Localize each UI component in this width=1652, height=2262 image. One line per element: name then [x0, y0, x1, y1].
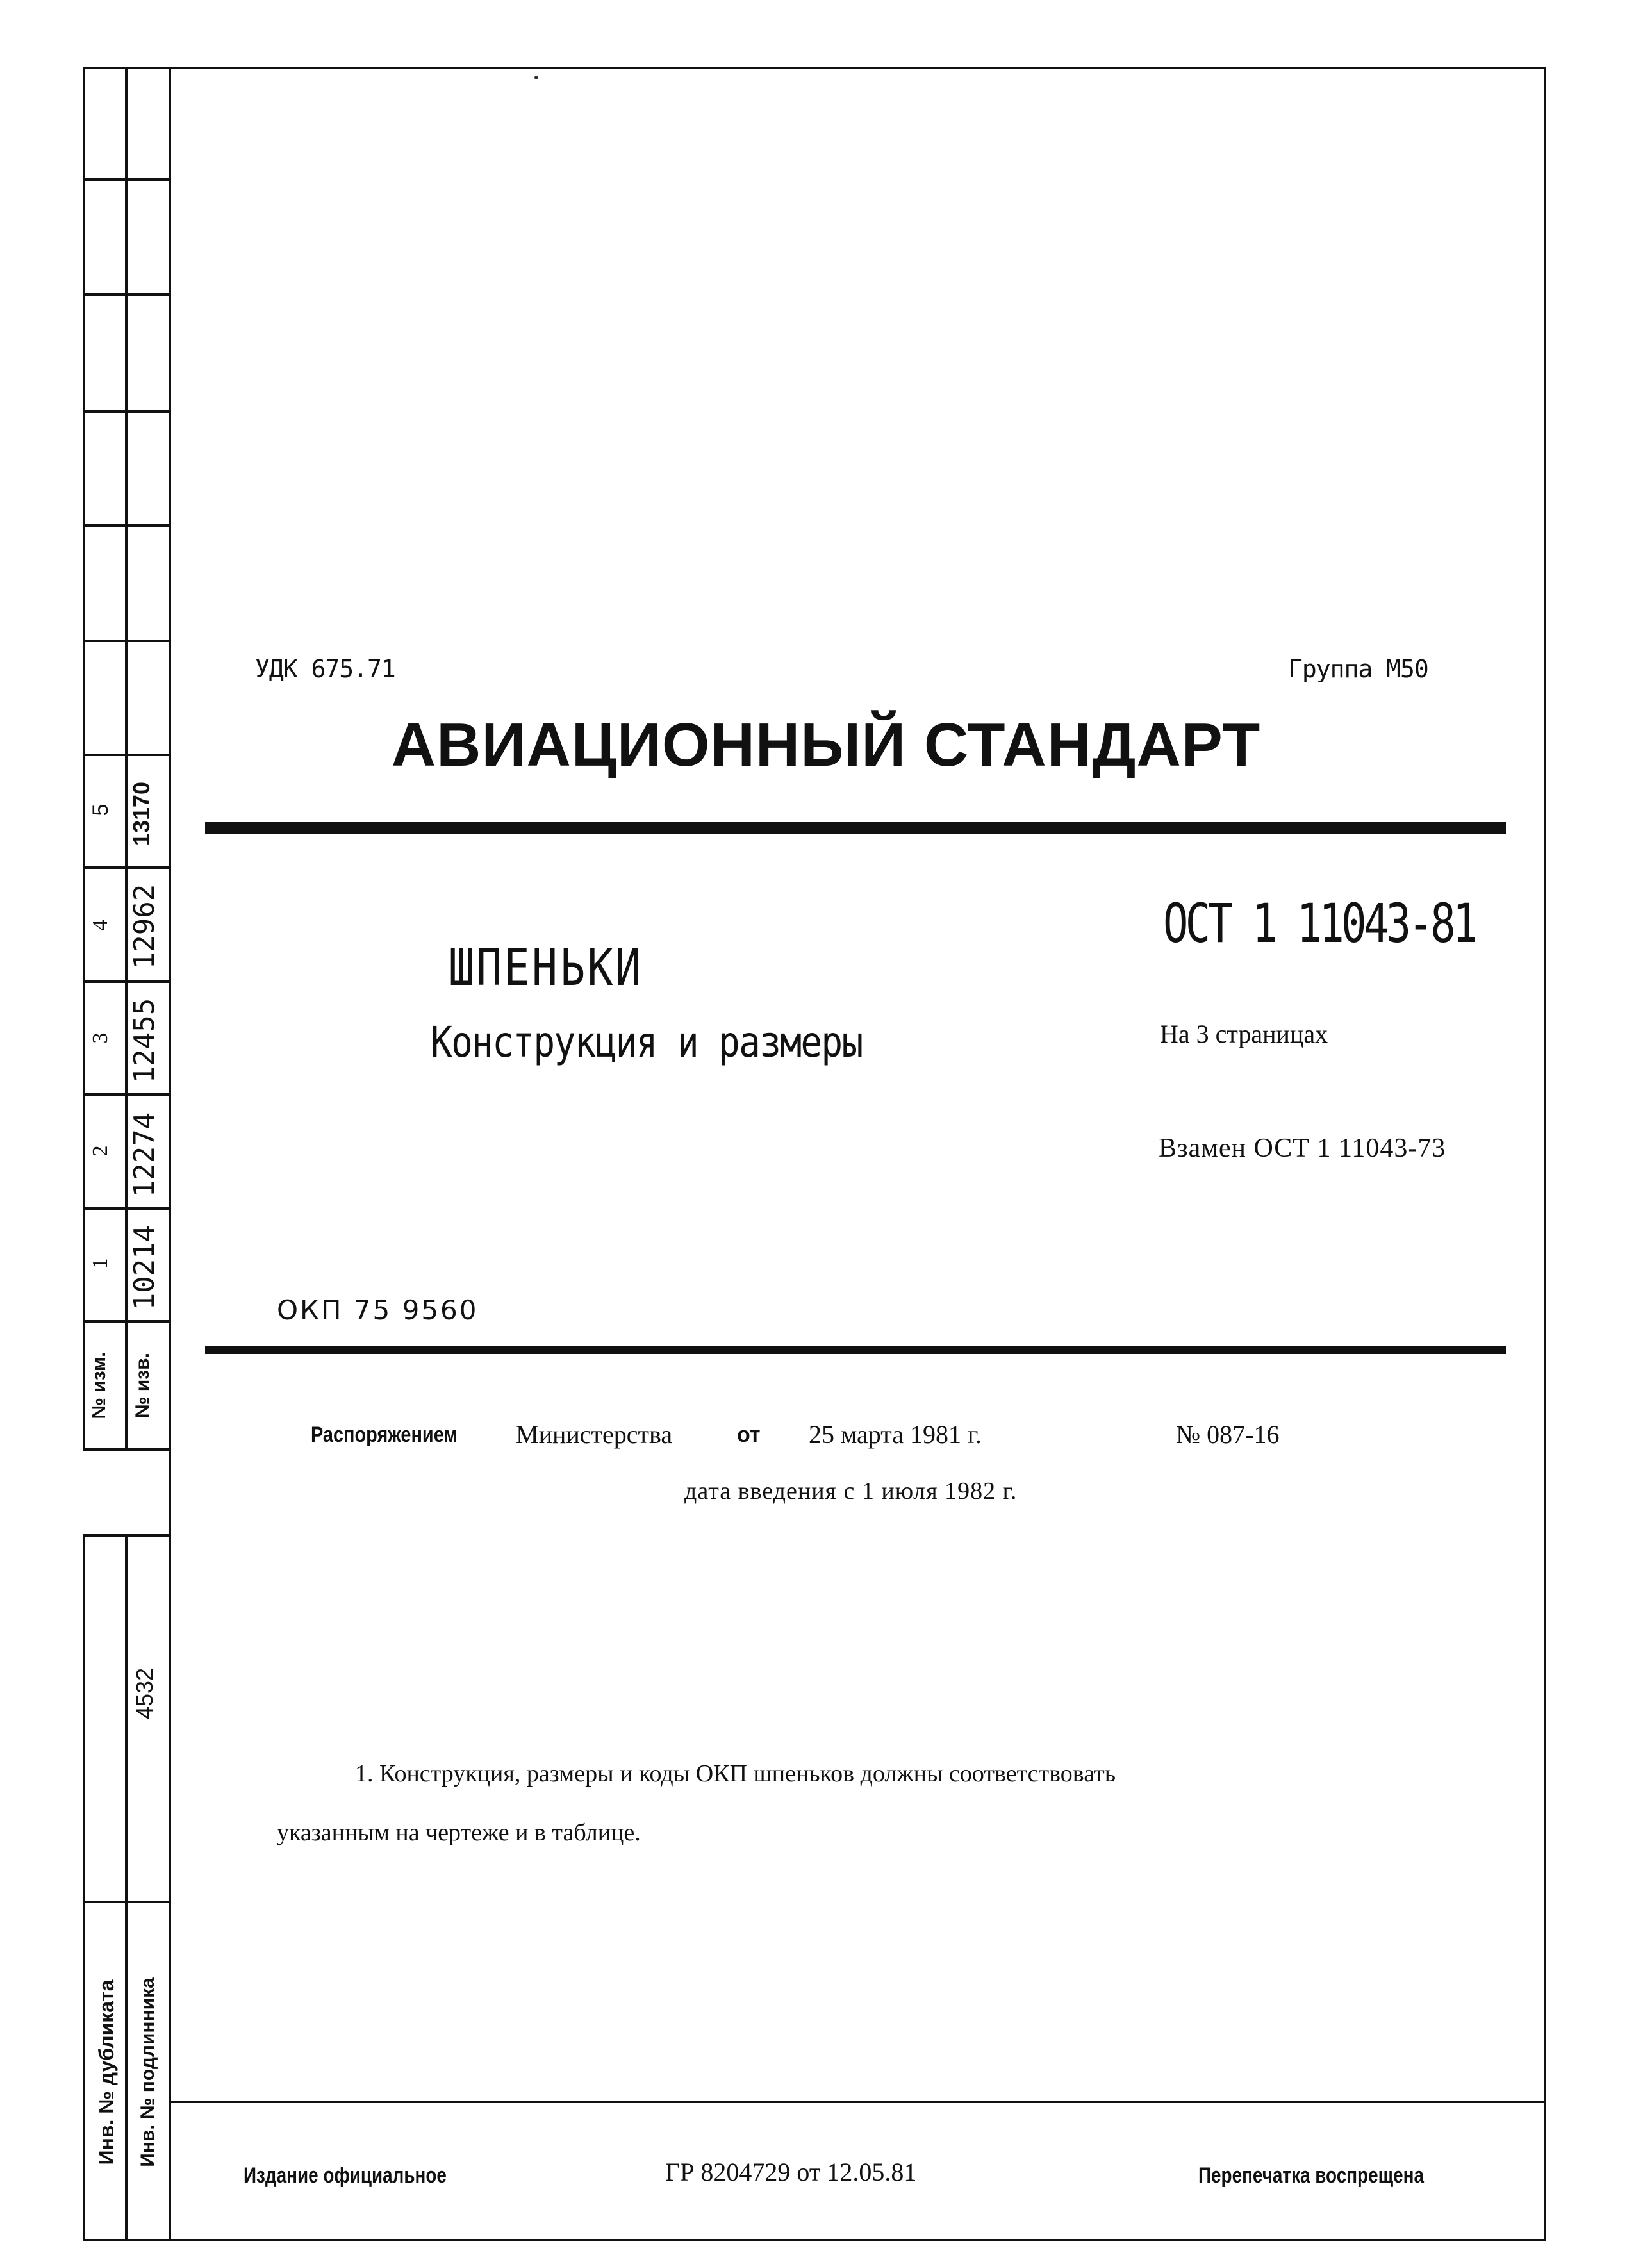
- heading-rule: [205, 822, 1506, 834]
- notice-number-12962: 12962: [128, 884, 161, 970]
- standard-heading: АВИАЦИОННЫЙ СТАНДАРТ: [391, 711, 1261, 779]
- body-paragraph: [277, 1744, 1482, 1862]
- change-number-2: 2: [88, 1145, 112, 1157]
- order-ministry: Министерства: [516, 1420, 673, 1449]
- change-number-3: 3: [88, 1032, 112, 1044]
- introduction-date: дата введения с 1 июля 1982 г.: [684, 1478, 1018, 1505]
- footer-divider: [169, 2101, 1546, 2103]
- duplicate-inventory-label: Инв. № дубликата: [95, 1979, 118, 2165]
- document-title: ШПЕНЬКИ: [449, 939, 643, 997]
- notice-number-12455: 12455: [128, 998, 161, 1084]
- order-label: Распоряжением: [311, 1423, 458, 1447]
- change-number-4: 4: [88, 920, 112, 931]
- notice-number-13170: 13170: [128, 781, 154, 846]
- document-subtitle: Конструкция и размеры: [431, 1018, 863, 1067]
- change-number-1: 1: [88, 1258, 112, 1269]
- original-inventory-label: Инв. № подлинника: [137, 1977, 158, 2167]
- order-date: 25 марта 1981 г.: [809, 1420, 982, 1449]
- reprint-notice: Перепечатка воспрещена: [1198, 2163, 1424, 2188]
- paragraph-line-2: указанным на чертеже и в таблице.: [277, 1819, 641, 1846]
- page-count: На 3 страницах: [1160, 1020, 1328, 1048]
- original-inventory-number: 4532: [131, 1667, 158, 1720]
- udk-code: УДК 675.71: [255, 655, 395, 683]
- order-from: от: [737, 1423, 761, 1447]
- order-number: № 087-16: [1176, 1420, 1280, 1449]
- change-number-5: 5: [88, 804, 113, 816]
- notice-number-10214: 10214: [128, 1225, 161, 1310]
- standard-number: ОСТ 1 11043-81: [1163, 892, 1475, 955]
- edition-note: Издание официальное: [244, 2163, 447, 2188]
- paragraph-line-1: 1. Конструкция, размеры и коды ОКП шпеньков должны соответствовать: [355, 1760, 1116, 1787]
- replaces-standard: Взамен ОСТ 1 11043-73: [1159, 1134, 1446, 1163]
- okp-code: ОКП 75 9560: [277, 1294, 479, 1326]
- change-number-label: № изм.: [88, 1351, 110, 1419]
- notice-number-12274: 12274: [128, 1112, 161, 1198]
- title-block-rule: [205, 1346, 1506, 1354]
- scan-mark: [534, 76, 538, 79]
- notice-number-label: № изв.: [132, 1353, 153, 1418]
- group-code: Группа М50: [1288, 655, 1428, 683]
- registration-number: ГР 8204729 от 12.05.81: [665, 2158, 917, 2186]
